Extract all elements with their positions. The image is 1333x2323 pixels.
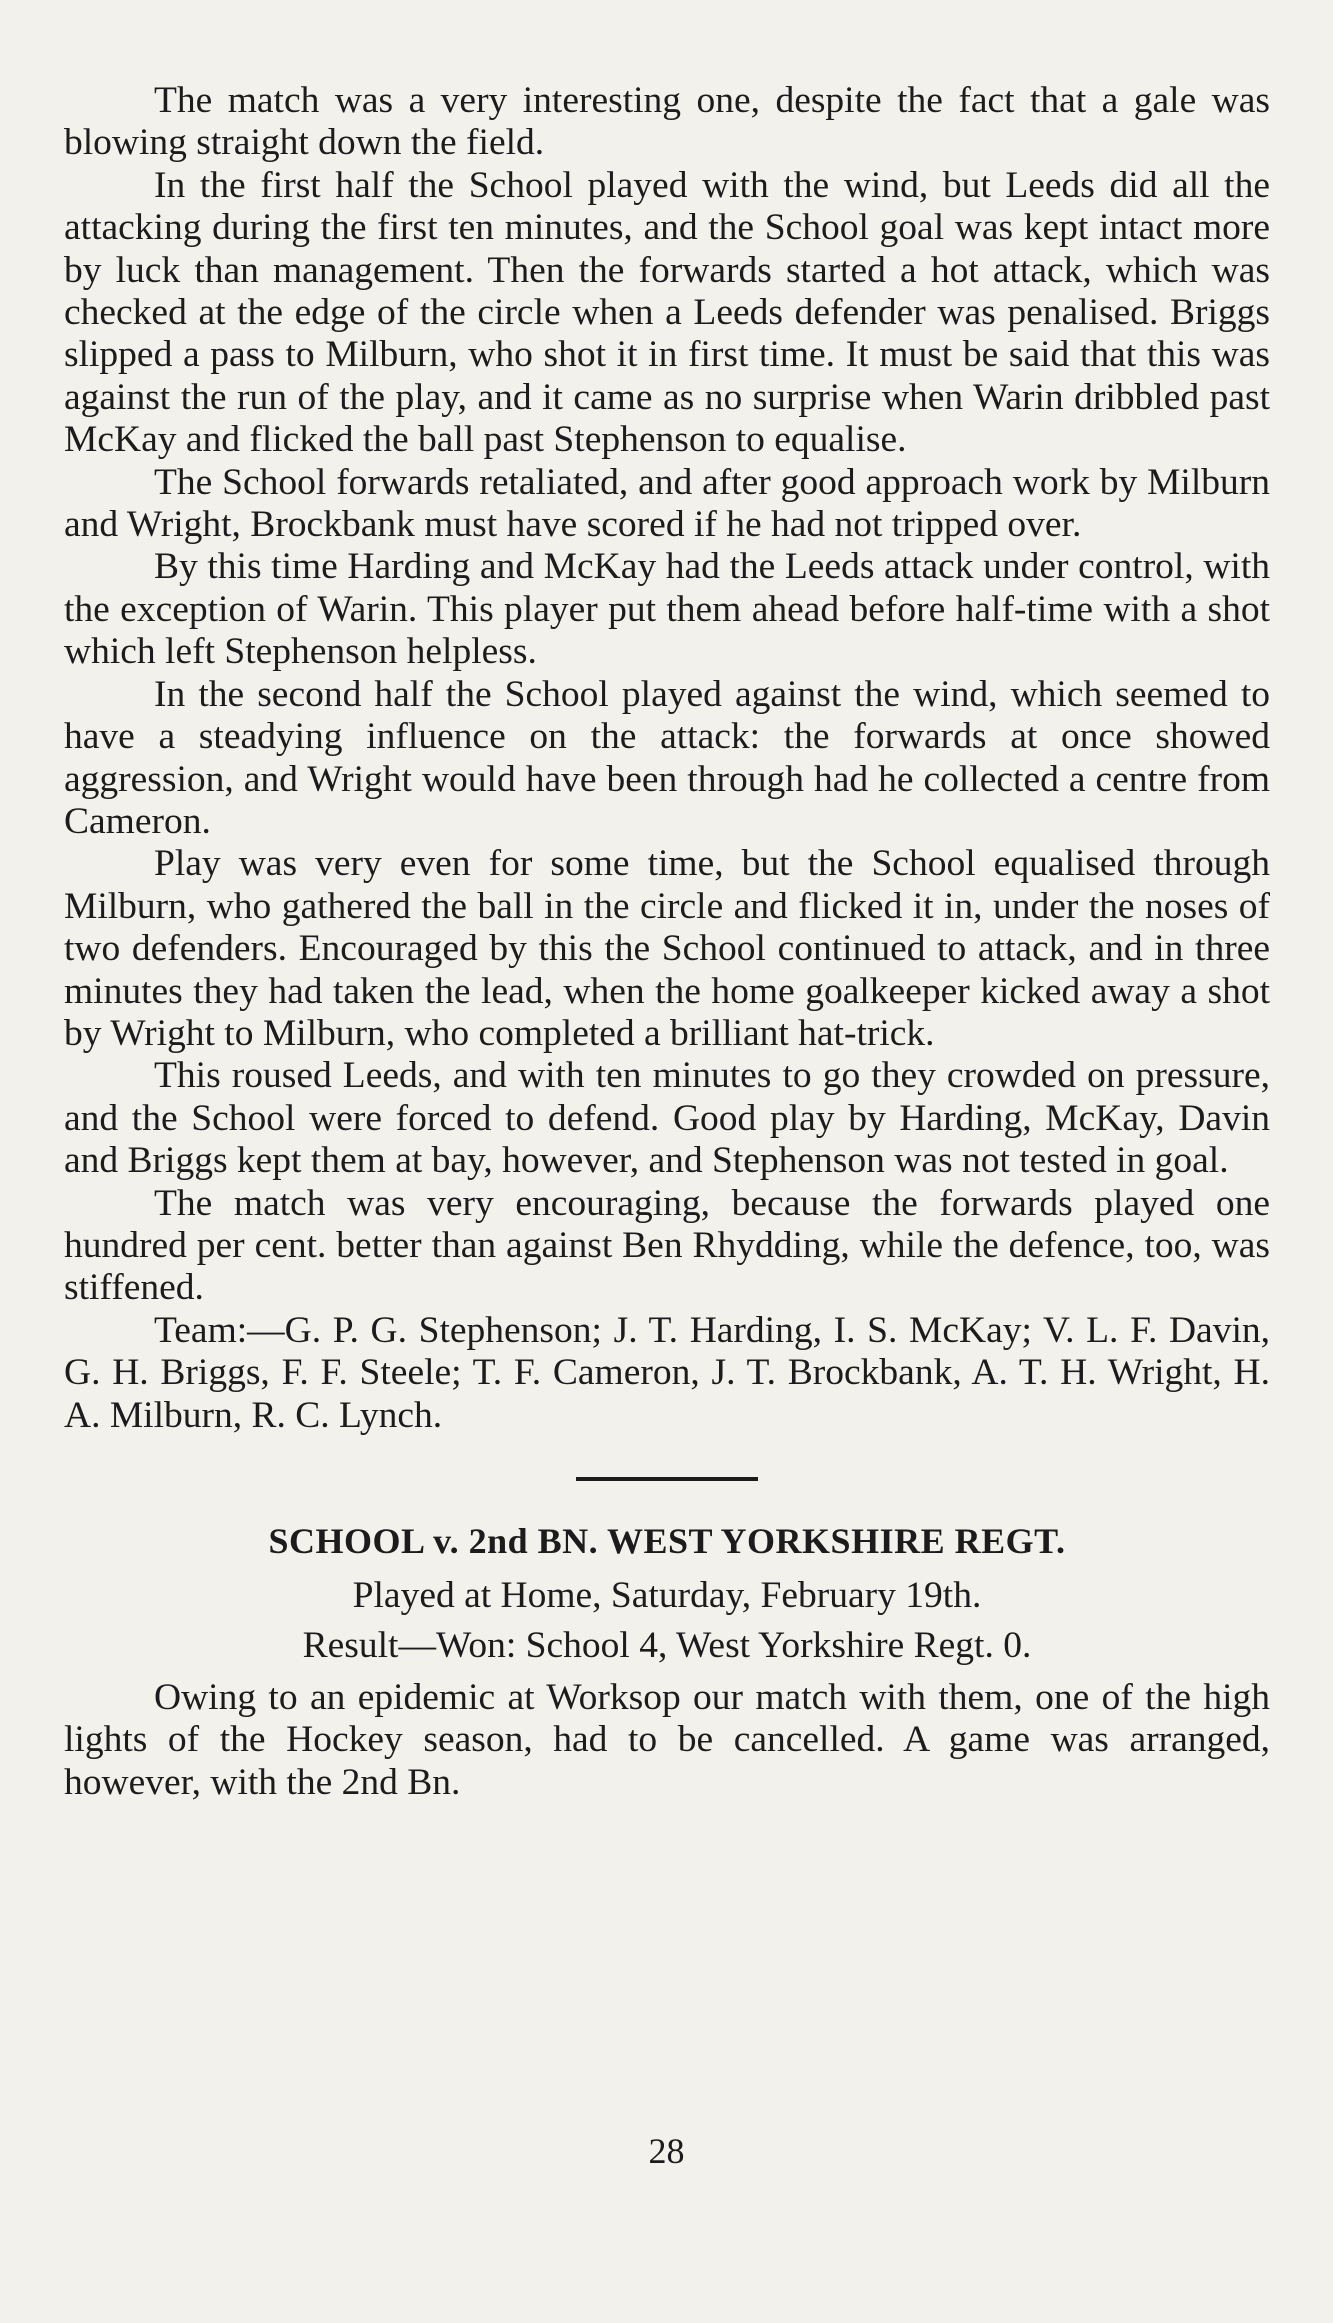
page-number: 28 [648, 2131, 685, 2171]
team-list: Team:—G. P. G. Stephenson; J. T. Harding, I. S. McKay; V. L. F. Davin, G. H. Briggs, F. F. Steele; T. F. Cameron, J. T. Brockbank, A. T. H. Wright, H. A. Milburn, R. C. Lynch. [64, 1309, 1270, 1436]
section-divider [576, 1477, 758, 1481]
page-content [64, 80, 1270, 1804]
match-paragraph: Owing to an epidemic at Worksop our match with them, one of the high lights of the Hockey season, had to be cancelled. A game was arranged, however, with the 2nd Bn. [64, 1677, 1270, 1803]
article-paragraph-2: In the first half the School played with the wind, but Leeds did all the attacking during the first ten minutes, and the School goal was kept intact more by luck than management. Then the forwards started a hot attack, which was checked at the edge of the circle when a Leeds defender was penalised. Briggs slipped a pass to Milburn, who shot it in first time. It must be said that this was against the run of the play, and it came as no surprise when Warin dribbled past McKay and flicked the ball past Stephenson to equalise. [64, 164, 1270, 461]
article-paragraph-3: The School forwards retaliated, and after good approach work by Milburn and Wright, Brockbank must have scored if he had not tripped over. [64, 461, 1270, 546]
match-venue: Played at Home, Saturday, February 19th. [352, 1575, 982, 1616]
article-paragraph-6: Play was very even for some time, but the School equalised through Milburn, who gathered the ball in the circle and flicked it in, under the noses of two defenders. Encouraged by this the School continued to attack, and in three minutes they had taken the lead, when the home goalkeeper kicked away a shot by Wright to Milburn, who completed a brilliant hat-trick. [64, 843, 1270, 1054]
article-paragraph-5: In the second half the School played against the wind, which seemed to have a steadying influence on the attack: the forwards at once showed aggression, and Wright would have been through had he collected a centre from Cameron. [64, 673, 1270, 842]
article-paragraph-4: By this time Harding and McKay had the Leeds attack under control, with the exception of Warin. This player put them ahead before half-time with a shot which left Stephenson helpless. [64, 546, 1270, 673]
match-result: Result—Won: School 4, West Yorkshire Regt. 0. [302, 1625, 1032, 1666]
article-paragraph-1: The match was a very interesting one, despite the fact that a gale was blowing straight down the field. [64, 80, 1270, 164]
article-paragraph-7: This roused Leeds, and with ten minutes to go they crowded on pressure, and the School were forced to defend. Good play by Harding, McKay, Davin and Briggs kept them at bay, however, and Stephenson was not tested in goal. [64, 1055, 1270, 1182]
match-heading: SCHOOL v. 2nd BN. WEST YORKSHIRE REGT. [268, 1521, 1066, 1561]
article-paragraph-8: The match was very encouraging, because the forwards played one hundred per cent. better than against Ben Rhydding, while the defence, too, was stiffened. [64, 1182, 1270, 1309]
